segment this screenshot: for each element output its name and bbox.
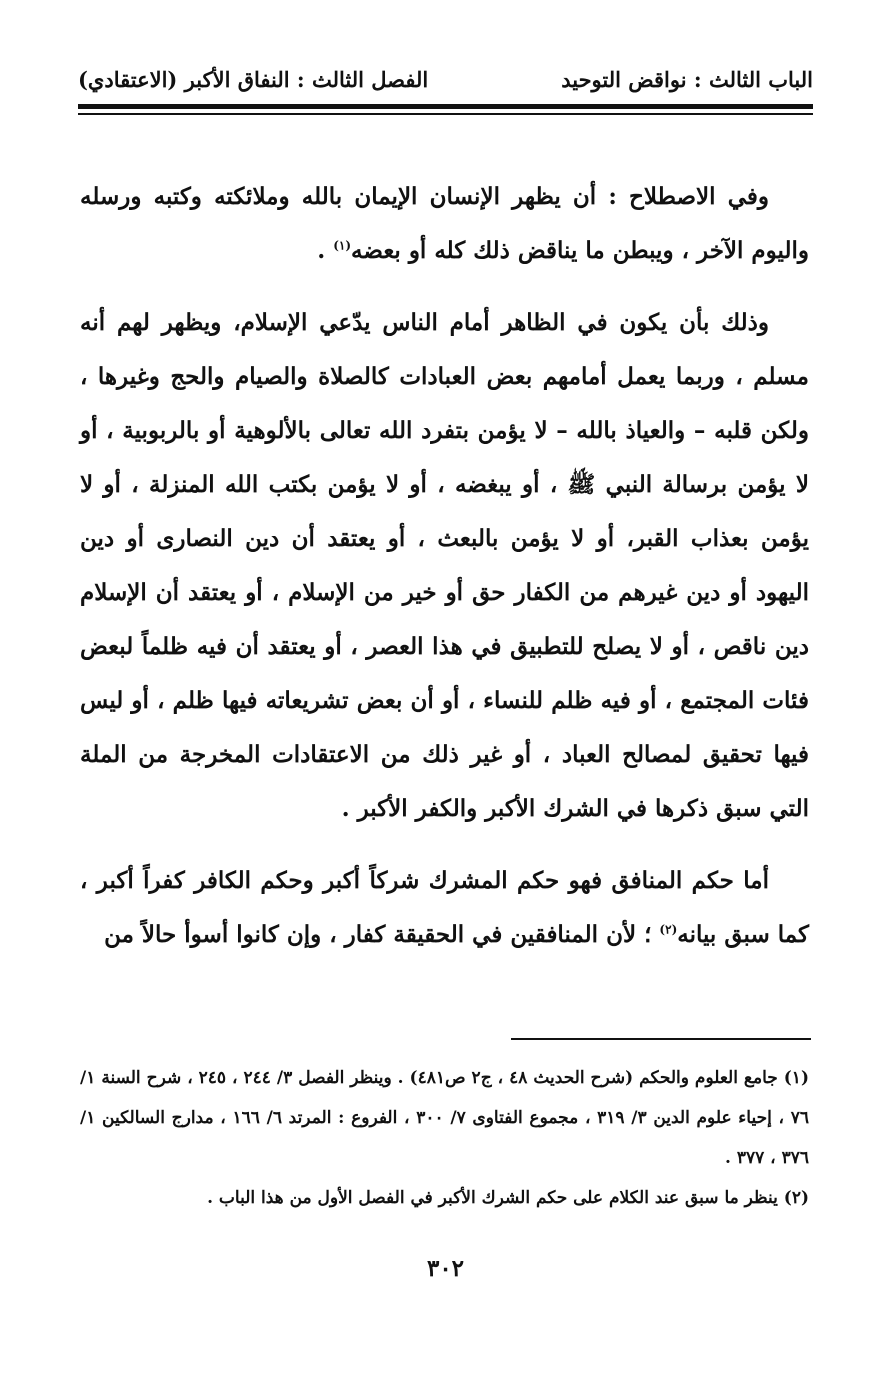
paragraph-tail: ؛ لأن المنافقين في الحقيقة كفار ، وإن كانوا أسوأ حالاً من [104, 921, 660, 948]
paragraph-ruling [80, 854, 809, 962]
header-rule-thick [78, 104, 813, 109]
page-number: ٣٠٢ [426, 1255, 465, 1282]
footnote-separator [511, 1038, 811, 1040]
footnote-1: (١) جامع العلوم والحكم (شرح الحديث ٤٨ ، ج٢ ص٤٨١) . وينظر الفصل ٣/ ٢٤٤ ، ٢٤٥ ، شرح السنة ١/ ٧٦ ، إحياء علوم الدين ٣/ ٣١٩ ، مجموع الفتاوى ٧/ ٣٠٠ ، الفروع : المرتد ٦/ ١٦٦ ، مدارج السالكين ١/ ٣٧٦ ، ٣٧٧ . [80, 1068, 809, 1168]
footnotes [80, 1058, 809, 1218]
chapter-title: الباب الثالث : نواقض التوحيد [561, 66, 813, 92]
footnote-marker-2[interactable]: (٢) [659, 922, 678, 937]
paragraph-text: أما حكم المنافق فهو حكم المشرك شركاً أكبر وحكم الكافر كفراً أكبر ، كما سبق بيانه [80, 867, 809, 948]
section-title: الفصل الثالث : النفاق الأكبر (الاعتقادي) [78, 66, 429, 92]
footnote-2: (٢) ينظر ما سبق عند الكلام على حكم الشرك الأكبر في الفصل الأول من هذا الباب . [207, 1188, 809, 1208]
paragraph-description [80, 296, 809, 836]
paragraph-text: وفي الاصطلاح : أن يظهر الإنسان الإيمان بالله وملائكته وكتبه ورسله واليوم الآخر ، ويبطن ما يناقض ذلك كله أو بعضه [80, 183, 809, 264]
header-rule-thin [78, 113, 813, 115]
body-text [80, 170, 809, 980]
footnote-marker-1[interactable]: (١) [333, 238, 352, 253]
paragraph-definition [80, 170, 809, 278]
paragraph-text: وذلك بأن يكون في الظاهر أمام الناس يدّعي الإسلام، ويظهر لهم أنه مسلم ، وربما يعمل أمامهم بعض العبادات كالصلاة والصيام والحج وغيرها ، ولكن قلبه – والعياذ بالله – لا يؤمن بتفرد الله تعالى بالألوهية أو بالربوبية ، أو لا يؤمن برسالة النبي ﷺ ، أو يبغضه ، أو لا يؤمن بكتب الله المنزلة ، أو لا يؤمن بعذاب القبر، أو لا يؤمن بالبعث ، أو يعتقد أن دين النصارى أو دين اليهود أو دين غيرهم من الكفار حق أو خير من الإسلام ، أو يعتقد أن الإسلام دين ناقص ، أو لا يصلح للتطبيق في هذا العصر ، أو يعتقد أن فيه ظلماً لبعض فئات المجتمع ، أو فيه ظلم للنساء ، أو أن بعض تشريعاته فيها ظلم ، أو ليس فيها تحقيق لمصالح العباد ، أو غير ذلك من الاعتقادات المخرجة من الملة التي سبق ذكرها في الشرك الأكبر والكفر الأكبر . [80, 309, 809, 822]
paragraph-tail: . [317, 237, 334, 264]
running-header [78, 58, 813, 100]
